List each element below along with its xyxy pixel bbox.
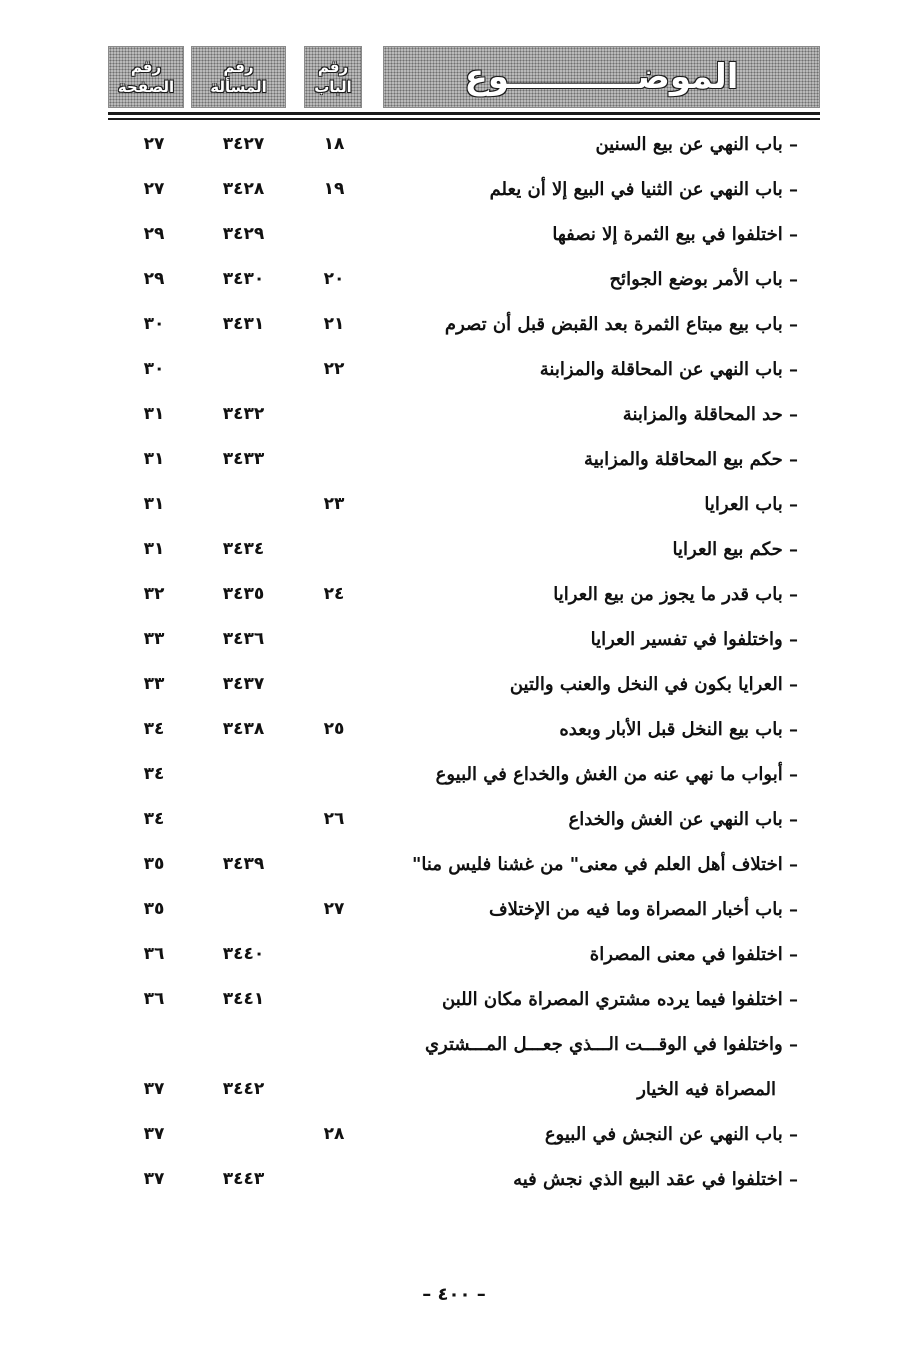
row-issue — [196, 752, 291, 797]
row-chapter: ٢٣ — [323, 494, 345, 514]
row-issue: ٣٤٣٧ — [222, 674, 265, 694]
row-chapter: ٢٥ — [323, 719, 345, 739]
row-chapter — [305, 1067, 363, 1112]
header-issue-line1: رقم — [223, 58, 254, 76]
table-row — [0, 842, 908, 887]
row-topic: – باب الأمر بوضع الجوائح — [609, 269, 798, 290]
row-page: ٣٧ — [143, 1079, 165, 1099]
row-topic: – باب بيع النخل قبل الأبار وبعده — [559, 719, 798, 740]
row-issue: ٣٤٢٨ — [222, 179, 265, 199]
row-page: ٣٥ — [143, 899, 165, 919]
row-chapter — [305, 752, 363, 797]
row-topic: – حد المحاقلة والمزابنة — [622, 404, 798, 425]
row-chapter: ٢٨ — [323, 1124, 345, 1144]
row-page: ٣٦ — [143, 944, 165, 964]
row-topic: – باب النهي عن الغش والخداع — [568, 809, 798, 830]
header-rule-thick — [108, 112, 820, 115]
row-issue — [196, 347, 291, 392]
header-issue-number — [191, 46, 286, 108]
row-chapter: ٢٧ — [323, 899, 345, 919]
row-chapter: ٢٤ — [323, 584, 345, 604]
row-page: ٢٩ — [143, 269, 165, 289]
table-row — [0, 662, 908, 707]
row-page: ٣٧ — [143, 1169, 165, 1189]
row-topic: – اختلفوا في عقد البيع الذي نجش فيه — [513, 1169, 798, 1190]
row-topic: – العرايا بكون في النخل والعنب والتين — [509, 674, 798, 695]
row-issue: ٣٤٤٠ — [222, 944, 265, 964]
row-issue: ٣٤٣١ — [222, 314, 265, 334]
row-page: ٣٦ — [143, 989, 165, 1009]
row-topic: – اختلفوا فيما يرده مشتري المصراة مكان اللبن — [442, 989, 798, 1010]
header-page-number — [108, 46, 184, 108]
row-page: ٣٠ — [143, 314, 165, 334]
row-topic: – باب قدر ما يجوز من بيع العرايا — [553, 584, 798, 605]
header-chapter-number — [304, 46, 362, 108]
row-topic: – اختلفوا في معنى المصراة — [589, 944, 798, 965]
row-chapter: ١٩ — [323, 179, 345, 199]
row-chapter — [305, 662, 363, 707]
row-topic: – باب النهي عن الثنيا في البيع إلا أن يعلم — [489, 179, 798, 200]
row-issue — [196, 482, 291, 527]
row-issue: ٣٤٤١ — [222, 989, 265, 1009]
table-row — [0, 257, 908, 302]
header-chapter-line1: رقم — [317, 58, 349, 76]
row-topic: – باب بيع مبتاع الثمرة بعد القبض قبل أن تصرم — [444, 314, 798, 335]
table-row — [0, 1022, 908, 1067]
row-topic: – واختلفوا في الوقـــت الـــذي جعـــل المـــشتري — [424, 1034, 798, 1055]
row-chapter: ٢١ — [323, 314, 345, 334]
table-row — [0, 1112, 908, 1157]
row-chapter — [305, 392, 363, 437]
row-topic: – حكم بيع المحاقلة والمزابية — [584, 449, 798, 470]
row-page: ٣١ — [143, 449, 165, 469]
row-topic: – حكم بيع العرايا — [672, 539, 798, 560]
table-row — [0, 932, 908, 977]
row-issue: ٣٤٣٣ — [222, 449, 265, 469]
header-chapter-line2: الباب — [314, 78, 352, 96]
row-page: ٣٣ — [143, 674, 165, 694]
table-row — [0, 437, 908, 482]
row-chapter: ٢٠ — [323, 269, 345, 289]
table-row — [0, 977, 908, 1022]
row-issue: ٣٤٣٨ — [222, 719, 265, 739]
row-page: ٣١ — [143, 539, 165, 559]
row-page: ٣٣ — [143, 629, 165, 649]
table-row — [0, 392, 908, 437]
row-chapter — [305, 527, 363, 572]
row-page: ٣٤ — [143, 809, 165, 829]
row-chapter — [305, 842, 363, 887]
row-issue: ٣٤٣٩ — [222, 854, 265, 874]
row-chapter — [305, 212, 363, 257]
row-page: ٣٤ — [143, 764, 165, 784]
row-page: ٣٤ — [143, 719, 165, 739]
table-row — [0, 797, 908, 842]
header-topic — [383, 46, 820, 108]
table-row — [0, 347, 908, 392]
row-issue — [196, 887, 291, 932]
row-chapter — [305, 932, 363, 977]
row-page: ٢٩ — [143, 224, 165, 244]
table-row — [0, 1157, 908, 1202]
row-issue: ٣٤٣٢ — [222, 404, 265, 424]
row-chapter: ٢٢ — [323, 359, 345, 379]
row-issue: ٣٤٤٣ — [222, 1169, 265, 1189]
table-row — [0, 1067, 908, 1112]
table-row — [0, 572, 908, 617]
row-issue: ٣٤٣٤ — [222, 539, 265, 559]
header-page-line1: رقم — [130, 58, 162, 76]
row-issue — [196, 1112, 291, 1157]
row-page: ٣١ — [143, 404, 165, 424]
row-issue: ٣٤٣٦ — [222, 629, 265, 649]
row-topic: – اختلاف أهل العلم في معنى" من غشنا فليس منا" — [412, 854, 798, 875]
row-chapter — [305, 437, 363, 482]
index-rows — [0, 122, 908, 1202]
table-row — [0, 167, 908, 212]
row-chapter — [305, 977, 363, 1022]
table-row — [0, 887, 908, 932]
row-page: ٣٥ — [143, 854, 165, 874]
row-issue — [196, 1022, 291, 1067]
row-page: ٢٧ — [143, 179, 165, 199]
table-row — [0, 482, 908, 527]
row-issue: ٣٤٢٩ — [222, 224, 265, 244]
header-issue-line2: المسألة — [210, 78, 267, 96]
table-row — [0, 302, 908, 347]
row-issue: ٣٤٣٥ — [222, 584, 265, 604]
row-issue: ٣٤٢٧ — [222, 134, 265, 154]
row-chapter: ٢٦ — [323, 809, 345, 829]
row-page: ٣٠ — [143, 359, 165, 379]
row-page: ٣١ — [143, 494, 165, 514]
row-topic: – أبواب ما نهي عنه من الغش والخداع في البيوع — [435, 764, 798, 785]
row-topic-continuation: المصراة فيه الخيار — [637, 1079, 776, 1100]
row-topic: – واختلفوا في تفسير العرايا — [590, 629, 798, 650]
row-topic: – باب النهي عن النجش في البيوع — [544, 1124, 798, 1145]
row-issue: ٣٤٤٢ — [222, 1079, 265, 1099]
row-page: ٢٧ — [143, 134, 165, 154]
row-issue — [196, 797, 291, 842]
header-page-line2: الصفحة — [117, 78, 175, 96]
table-row — [0, 212, 908, 257]
table-row — [0, 527, 908, 572]
row-chapter — [305, 1157, 363, 1202]
row-topic: – اختلفوا في بيع الثمرة إلا نصفها — [552, 224, 798, 245]
row-issue: ٣٤٣٠ — [222, 269, 265, 289]
row-page: ٣٢ — [143, 584, 165, 604]
header-topic-label: الموضـــــــــــوع — [464, 57, 739, 97]
row-topic: – باب النهي عن بيع السنين — [595, 134, 798, 155]
table-row — [0, 707, 908, 752]
row-page — [116, 1022, 192, 1067]
table-row — [0, 752, 908, 797]
row-chapter — [305, 1022, 363, 1067]
row-chapter — [305, 617, 363, 662]
table-header — [108, 46, 820, 108]
row-chapter: ١٨ — [323, 134, 345, 154]
table-row — [0, 617, 908, 662]
row-topic: – باب العرايا — [704, 494, 798, 515]
page-number-footer: – ٤٠٠ – — [422, 1284, 486, 1305]
header-rule-thin — [108, 118, 820, 120]
table-row — [0, 122, 908, 167]
row-topic: – باب النهي عن المحاقلة والمزابنة — [539, 359, 798, 380]
row-topic: – باب أخبار المصراة وما فيه من الإختلاف — [489, 899, 798, 920]
row-page: ٣٧ — [143, 1124, 165, 1144]
